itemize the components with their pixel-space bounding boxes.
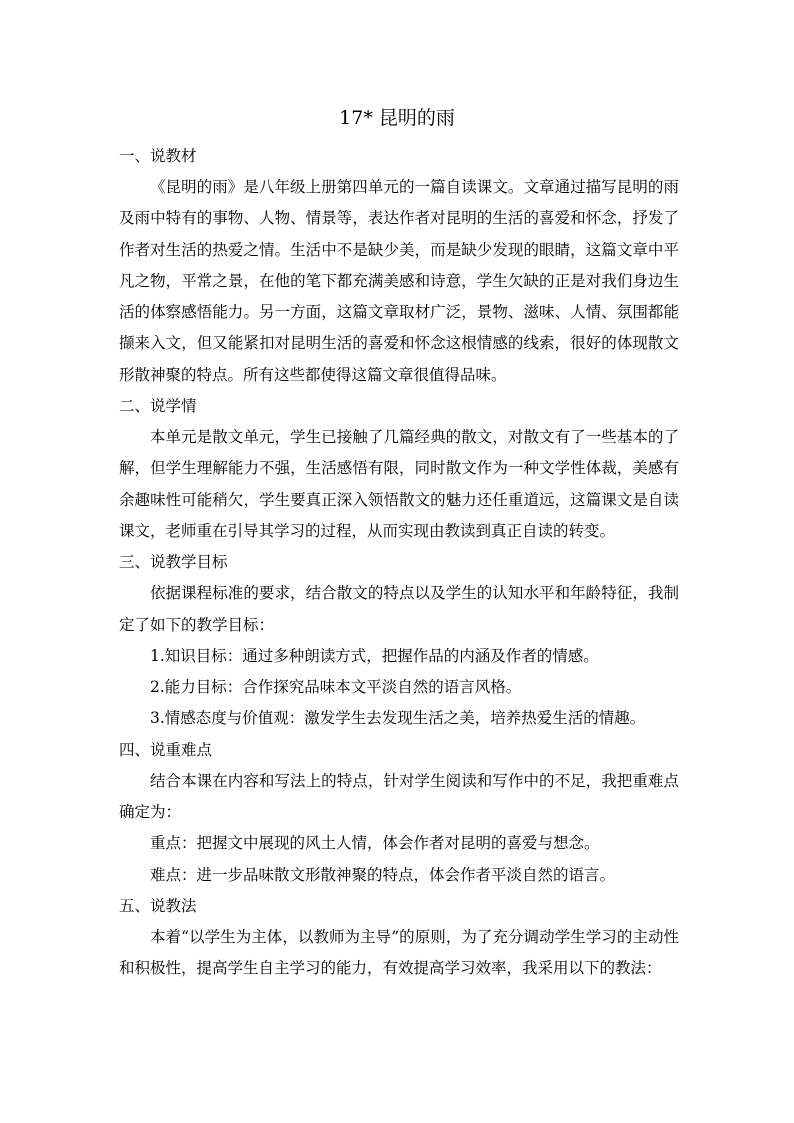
paragraph-materials: 《昆明的雨》是八年级上册第四单元的一篇自读课文。文章通过描写昆明的雨及雨中特有的事物、人物、情景等，表达作者对昆明的生活的喜爱和怀念，抒发了作者对生活的热爱之情。生活中不是缺少美，而是缺少发现的眼睛，这篇文章中平凡之物，平常之景，在他的笔下都充满美感和诗意，学生欠缺的正是对我们身边生活的体察感悟能力。另一方面，这篇文章取材广泛，景物、滋味、人情、氛围都能撷来入文，但又能紧扣对昆明生活的喜爱和怀念这根情感的线索，很好的体现散文形散神聚的特点。所有这些都使得这篇文章很值得品味。 [119, 178, 679, 384]
section-heading-objectives: 三、说教学目标 [119, 553, 228, 572]
paragraph-key-points: 结合本课在内容和写法上的特点，针对学生阅读和写作中的不足，我把重难点确定为： [119, 771, 679, 822]
section-heading-students: 二、说学情 [119, 397, 197, 416]
objective-item-knowledge: 1.知识目标：通过多种朗读方式，把握作品的内涵及作者的情感。 [150, 646, 599, 665]
section-heading-methods: 五、说教法 [119, 896, 197, 915]
document-body [119, 141, 679, 985]
paragraph-methods: 本着“以学生为主体，以教师为主导”的原则，为了充分调动学生学习的主动性和积极性，提高学生自主学习的能力，有效提高学习效率，我采用以下的教法： [119, 927, 679, 978]
paragraph-objectives: 依据课程标准的要求，结合散文的特点以及学生的认知水平和年龄特征，我制定了如下的教学目标： [119, 584, 679, 634]
section-heading-materials: 一、说教材 [119, 147, 197, 165]
objective-item-emotion: 3.情感态度与价值观：激发学生去发现生活之美，培养热爱生活的情趣。 [150, 709, 646, 728]
document-title: 17* 昆明的雨 [339, 107, 455, 129]
objective-item-ability: 2.能力目标：合作探究品味本文平淡自然的语言风格。 [150, 678, 522, 697]
key-point-item: 重点：把握文中展现的风土人情，体会作者对昆明的喜爱与想念。 [150, 834, 600, 853]
paragraph-students: 本单元是散文单元，学生已接触了几篇经典的散文，对散文有了一些基本的了解，但学生理解能力不强，生活感悟有限，同时散文作为一种文学性体裁，美感有余趣味性可能稍欠，学生要真正深入领悟散文的魅力还任重道远，这篇课文是自读课文，老师重在引导其学习的过程，从而实现由教读到真正自读的转变。 [119, 428, 679, 540]
section-heading-key-points: 四、说重难点 [119, 740, 213, 759]
difficult-point-item: 难点：进一步品味散文形散神聚的特点，体会作者平淡自然的语言。 [150, 865, 616, 884]
